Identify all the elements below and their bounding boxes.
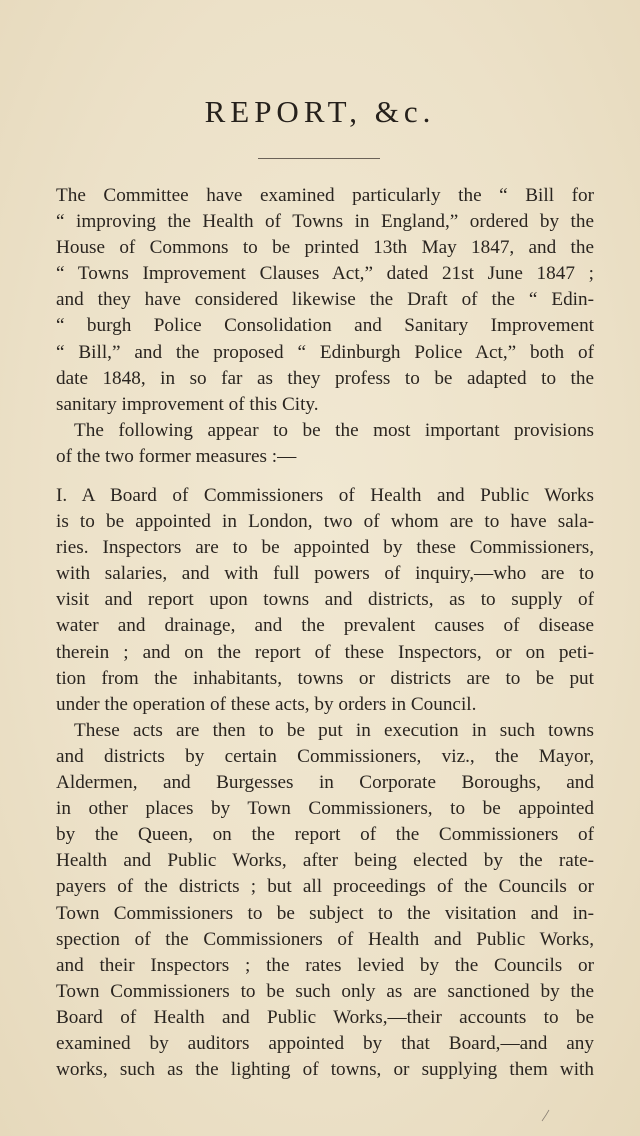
- text-line: The Committee have examined particularly the “ Bill for: [56, 185, 594, 206]
- text-line: therein ; and on the report of these Inspectors, or on peti-: [56, 641, 594, 663]
- text-line: in other places by Town Commissioners, to be appointed: [56, 798, 594, 820]
- text-line: Health and Public Works, after being elected by the rate-: [56, 850, 594, 872]
- printer-mark-icon: [540, 1108, 552, 1122]
- text-line: I. A Board of Commissioners of Health and Public Works: [56, 485, 594, 506]
- text-line: is to be appointed in London, two of whom are to have sala-: [56, 511, 594, 533]
- text-line: payers of the districts ; but all proceedings of the Councils or: [56, 876, 594, 898]
- page-title: REPORT, &c.: [204, 94, 436, 129]
- text-line: and districts by certain Commissioners, viz., the Mayor,: [56, 745, 594, 767]
- text-line: House of Commons to be printed 13th May 1847, and the: [56, 237, 594, 259]
- text-line: Town Commissioners to be such only as are sanctioned by the: [56, 980, 594, 1002]
- text-line: of the two former measures :—: [56, 445, 297, 467]
- text-line: tion from the inhabitants, towns or districts are to be put: [56, 667, 594, 689]
- text-line: and they have considered likewise the Draft of the “ Edin-: [56, 289, 594, 311]
- text-line: “ Towns Improvement Clauses Act,” dated 21st June 1847 ;: [56, 263, 594, 285]
- text-line: These acts are then to be put in execution in such towns: [74, 719, 594, 741]
- section-one-paragraphs: [56, 483, 594, 1083]
- text-line: and their Inspectors ; the rates levied by the Councils or: [56, 954, 594, 976]
- text-line: “ Bill,” and the proposed “ Edinburgh Police Act,” both of: [56, 341, 594, 363]
- title-rule-divider: [258, 158, 380, 159]
- text-line: works, such as the lighting of towns, or supplying them with: [56, 1059, 594, 1081]
- text-line: ries. Inspectors are to be appointed by these Commissioners,: [56, 537, 594, 559]
- intro-paragraphs: [56, 183, 594, 470]
- text-line: Aldermen, and Burgesses in Corporate Boroughs, and: [56, 772, 594, 794]
- text-line: “ burgh Police Consolidation and Sanitary Improvement: [56, 315, 594, 337]
- text-line: Town Commissioners to be subject to the visitation and in-: [56, 902, 594, 924]
- text-line: Board of Health and Public Works,—their accounts to be: [56, 1006, 594, 1028]
- text-line: with salaries, and with full powers of inquiry,—who are to: [56, 563, 594, 585]
- text-line: “ improving the Health of Towns in England,” ordered by the: [56, 211, 594, 233]
- text-line: date 1848, in so far as they profess to be adapted to the: [56, 367, 594, 389]
- text-line: sanitary improvement of this City.: [56, 393, 319, 415]
- text-line: by the Queen, on the report of the Commissioners of: [56, 824, 594, 846]
- text-line: water and drainage, and the prevalent causes of disease: [56, 615, 594, 637]
- text-line: under the operation of these acts, by orders in Council.: [56, 693, 477, 715]
- text-line: visit and report upon towns and districts, as to supply of: [56, 589, 594, 611]
- text-line: The following appear to be the most important provisions: [74, 419, 594, 441]
- text-line: examined by auditors appointed by that Board,—and any: [56, 1032, 594, 1054]
- text-line: spection of the Commissioners of Health and Public Works,: [56, 928, 594, 950]
